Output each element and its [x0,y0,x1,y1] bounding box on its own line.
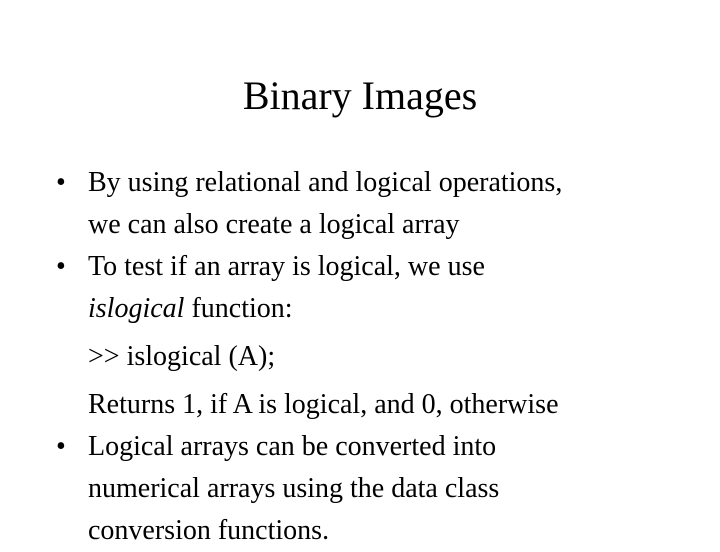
bullet-2-line-2 [88,288,696,330]
bullet-dot-icon: • [56,431,66,462]
code-line: >> islogical (A); [88,341,276,372]
bullet-3-line-2: numerical arrays using the data class [88,473,500,504]
bullet-3-line-1: Logical arrays can be converted into [88,431,497,462]
bullet-item-2 [56,246,696,330]
bullet-2-line-1: To test if an array is logical, we use [88,251,485,282]
bullet-dot-icon: • [56,251,66,282]
bullet-item-3 [56,426,696,552]
slide-title: Binary Images [242,73,478,118]
bullet-dot-icon: • [56,167,66,198]
bullet-1-line-2: we can also create a logical array [88,209,460,240]
result-line: Returns 1, if A is logical, and 0, otherwise [88,389,559,420]
bullet-list [56,162,696,552]
bullet-1-line-1: By using relational and logical operations, [88,167,563,198]
bullet-2-line-2-rest: function: [184,293,293,324]
bullet-item-1 [56,162,696,246]
function-name: islogical [88,293,185,324]
bullet-3-line-3: conversion functions. [88,515,330,546]
